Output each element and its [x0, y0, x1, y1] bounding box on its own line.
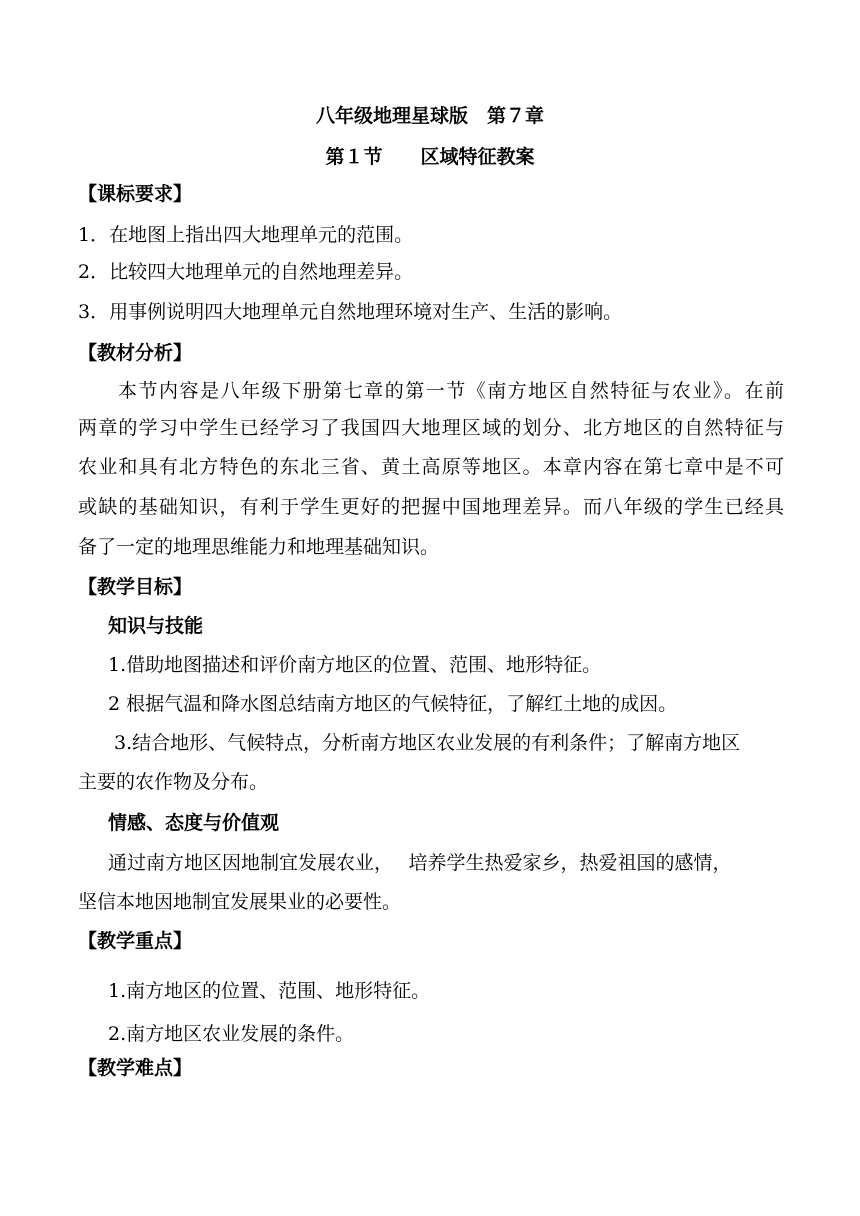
attitude-subheading: 情感、态度与价值观 — [108, 812, 280, 834]
objectives-heading: 【教学目标】 — [78, 576, 193, 598]
standards-item: 2．比较四大地理单元的自然地理差异。 — [78, 261, 414, 283]
standards-item: 3．用事例说明四大地理单元自然地理环境对生产、生活的影响。 — [78, 301, 623, 323]
knowledge-item: 3.结合地形、气候特点，分析南方地区农业发展的有利条件；了解南方地区 — [108, 732, 741, 754]
doc-title: 八年级地理星球版 第７章 — [315, 105, 544, 127]
analysis-paragraph-line: 或缺的基础知识，有利于学生更好的把握中国地理差异。而八年级的学生已经具 — [78, 496, 784, 518]
doc-subtitle: 第１节 区域特征教案 — [325, 146, 535, 168]
standards-item: 1．在地图上指出四大地理单元的范围。 — [78, 224, 414, 246]
key-points-heading: 【教学重点】 — [78, 930, 193, 952]
analysis-paragraph-line: 两章的学习中学生已经学习了我国四大地理区域的划分、北方地区的自然特征与 — [78, 417, 784, 439]
knowledge-item-continuation: 主要的农作物及分布。 — [78, 771, 269, 793]
knowledge-item: 1.借助地图描述和评价南方地区的位置、范围、地形特征。 — [108, 654, 602, 676]
difficulties-heading: 【教学难点】 — [78, 1057, 193, 1079]
knowledge-item: 2 根据气温和降水图总结南方地区的气候特征，了解红土地的成因。 — [108, 693, 678, 715]
analysis-paragraph-line: 备了一定的地理思维能力和地理基础知识。 — [78, 536, 440, 558]
analysis-paragraph-line: 农业和具有北方特色的东北三省、黄土高原等地区。本章内容在第七章中是不可 — [78, 456, 784, 478]
attitude-paragraph-line: 通过南方地区因地制宜发展农业， 培养学生热爱家乡，热爱祖国的感情， — [108, 852, 732, 874]
analysis-paragraph-line: 本节内容是八年级下册第七章的第一节《南方地区自然特征与农业》。在前 — [118, 380, 784, 402]
standards-heading: 【课标要求】 — [78, 183, 193, 205]
attitude-paragraph-line: 坚信本地因地制宜发展果业的必要性。 — [78, 891, 402, 913]
analysis-heading: 【教材分析】 — [78, 342, 193, 364]
key-point-item: 1.南方地区的位置、范围、地形特征。 — [108, 980, 431, 1002]
key-point-item: 2.南方地区农业发展的条件。 — [108, 1023, 355, 1045]
knowledge-subheading: 知识与技能 — [108, 615, 204, 637]
